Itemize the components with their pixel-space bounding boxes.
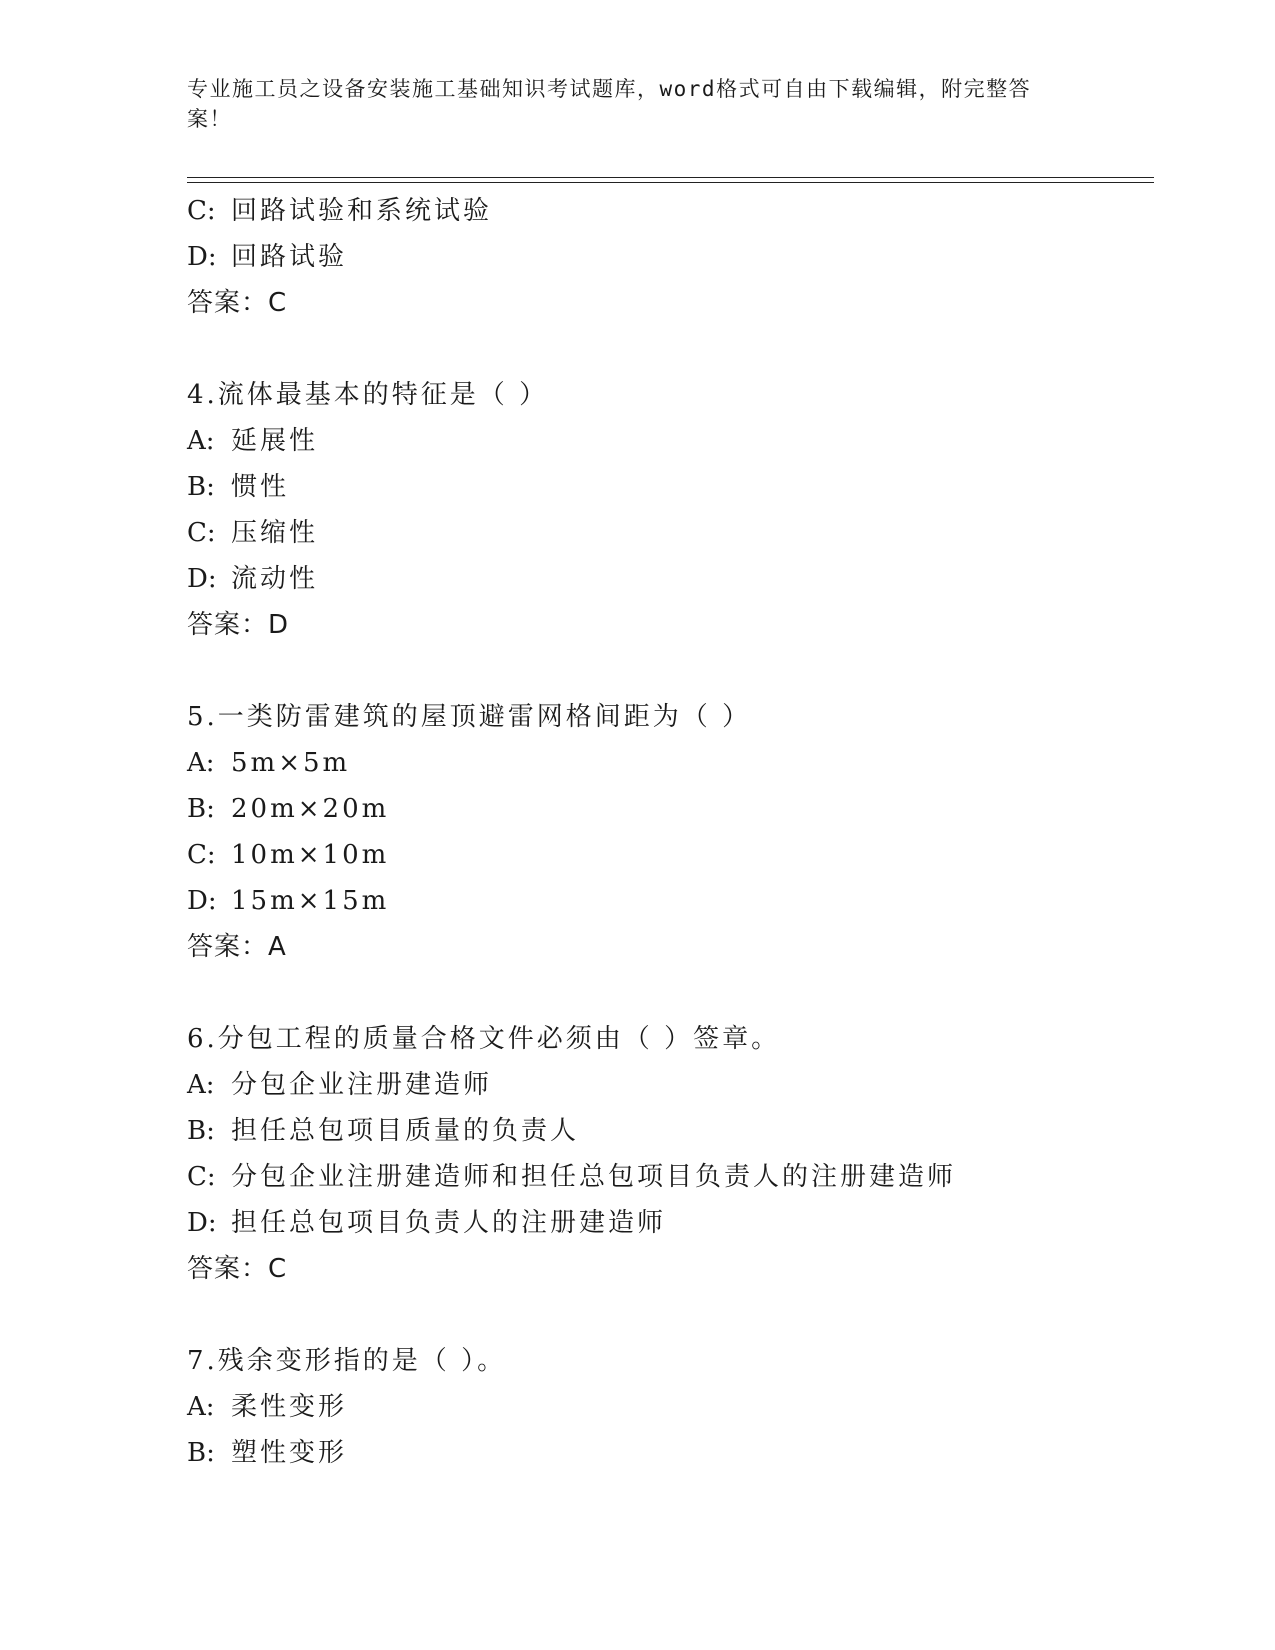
option-text: 回路试验和系统试验	[231, 196, 493, 226]
option-text: 流动性	[231, 564, 319, 594]
option-text: 回路试验	[231, 242, 348, 272]
header-divider-top	[187, 177, 1154, 178]
answer-label: 答案：	[187, 610, 269, 640]
question-text: 4.流体最基本的特征是（ ）	[187, 380, 549, 410]
question-text: 5.一类防雷建筑的屋顶避雷网格间距为（ ）	[187, 702, 752, 732]
option-text: 5m×5m	[231, 748, 351, 778]
answer-line	[187, 1246, 1147, 1292]
option-text: 压缩性	[231, 518, 319, 548]
option-text: 分包企业注册建造师	[231, 1070, 493, 1100]
option-text: 10m×10m	[231, 840, 390, 870]
option-line	[187, 878, 1147, 924]
option-line	[187, 1430, 1147, 1476]
option-key: D:	[187, 886, 217, 916]
option-key: D:	[187, 242, 217, 272]
option-line	[187, 1200, 1147, 1246]
spacer	[187, 326, 1147, 372]
question-block	[187, 1338, 1147, 1476]
option-line	[187, 510, 1147, 556]
option-key: C:	[187, 1162, 216, 1192]
question-block	[187, 1016, 1147, 1292]
option-text: 柔性变形	[231, 1392, 348, 1422]
answer-value: D	[268, 610, 290, 640]
answer-value: C	[268, 1254, 288, 1284]
option-text: 延展性	[231, 426, 319, 456]
question-list	[187, 188, 1147, 1476]
answer-label: 答案：	[187, 1254, 269, 1284]
option-key: A:	[187, 1070, 215, 1100]
question-block	[187, 694, 1147, 970]
question-text: 6.分包工程的质量合格文件必须由（ ）签章。	[187, 1024, 781, 1054]
option-text: 塑性变形	[231, 1438, 348, 1468]
question-text: 7.残余变形指的是（ ）。	[187, 1346, 507, 1376]
option-key: C:	[187, 840, 216, 870]
answer-line	[187, 924, 1147, 970]
spacer	[187, 1292, 1147, 1338]
option-key: B:	[187, 1438, 215, 1468]
spacer	[187, 648, 1147, 694]
header-divider-bottom	[187, 182, 1154, 183]
answer-label: 答案：	[187, 932, 269, 962]
option-line	[187, 418, 1147, 464]
option-key: C:	[187, 196, 216, 226]
option-key: A:	[187, 1392, 215, 1422]
option-line	[187, 464, 1147, 510]
option-key: C:	[187, 518, 216, 548]
option-line	[187, 1384, 1147, 1430]
option-line	[187, 188, 1147, 234]
option-line	[187, 832, 1147, 878]
option-key: D:	[187, 564, 217, 594]
option-text: 惯性	[231, 472, 290, 502]
option-line	[187, 1062, 1147, 1108]
option-key: B:	[187, 1116, 215, 1146]
answer-label: 答案：	[187, 288, 269, 318]
option-text: 担任总包项目质量的负责人	[231, 1116, 580, 1146]
option-line	[187, 740, 1147, 786]
answer-value: A	[268, 932, 287, 962]
spacer	[187, 970, 1147, 1016]
option-key: D:	[187, 1208, 217, 1238]
question-block	[187, 188, 1147, 326]
option-text: 20m×20m	[231, 794, 390, 824]
option-line	[187, 786, 1147, 832]
option-line	[187, 556, 1147, 602]
answer-line	[187, 602, 1147, 648]
option-key: A:	[187, 426, 215, 456]
option-key: B:	[187, 472, 215, 502]
option-text: 15m×15m	[231, 886, 390, 916]
option-text: 分包企业注册建造师和担任总包项目负责人的注册建造师	[231, 1162, 957, 1192]
option-line	[187, 1154, 1147, 1200]
answer-line	[187, 280, 1147, 326]
option-line	[187, 234, 1147, 280]
answer-value: C	[268, 288, 288, 318]
option-text: 担任总包项目负责人的注册建造师	[231, 1208, 667, 1238]
option-key: B:	[187, 794, 215, 824]
question-block	[187, 372, 1147, 648]
document-header: 专业施工员之设备安装施工基础知识考试题库，word格式可自由下载编辑，附完整答案！	[187, 77, 1032, 131]
option-line	[187, 1108, 1147, 1154]
option-key: A:	[187, 748, 215, 778]
